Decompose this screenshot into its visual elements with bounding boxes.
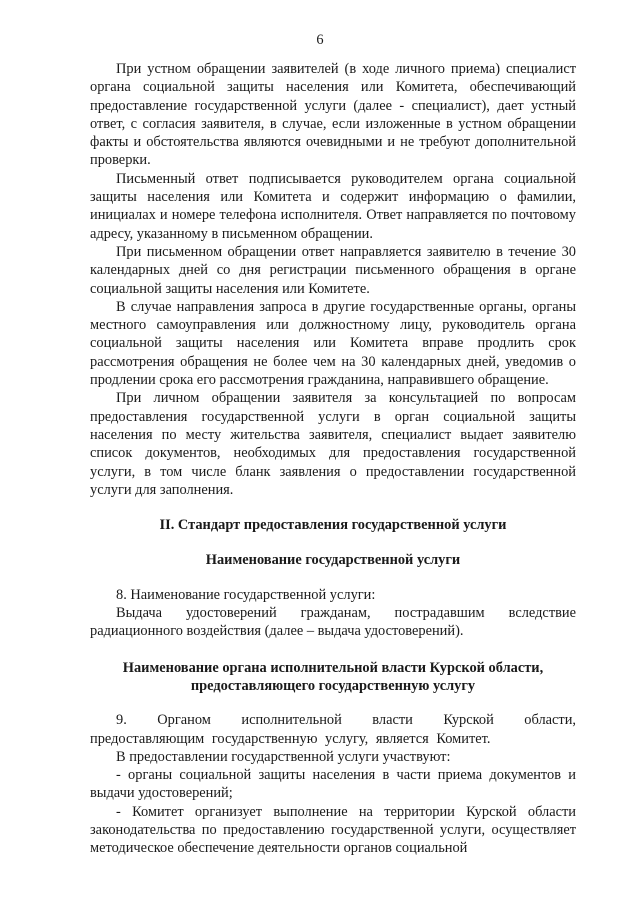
paragraph-participant-committee: - Комитет организует выполнение на территории Курской области законодательства по предоставлению государственной услуги, осуществляет методическое обеспечение деятельности органов социальной [90, 803, 576, 857]
subheading-organ-line-1: Наименование органа исполнительной власти Курской области, [122, 659, 544, 676]
page-number: 6 [316, 32, 324, 48]
paragraph-extension: В случае направления запроса в другие государственные органы, органы местного самоуправления или должностному лицу, руководитель органа социальной защиты населения или Комитета вправе продлить срок рассмотрения обращения не более чем на 30 календарных дней, уведомив о продлении срока его рассмотрения гражданина, направившего обращение. [90, 298, 576, 389]
paragraph-written-appeal-term: При письменном обращении ответ направляется заявителю в течение 30 календарных дней со дня регистрации письменного обращения в органе социальной защиты населения или Комитете. [90, 243, 576, 297]
section-heading-standard: II. Стандарт предоставления государственной услуги [159, 517, 507, 534]
document-body [90, 60, 576, 858]
subheading-organ-line-2: предоставляющего государственную услугу [190, 677, 476, 694]
paragraph-written-response: Письменный ответ подписывается руководителем органа социальной защиты населения или Комитета и содержит информацию о фамилии, инициалах и номере телефона исполнителя. Ответ направляется по почтовому адресу, указанному в письменном обращении. [90, 170, 576, 242]
subheading-service-name: Наименование государственной услуги [205, 552, 461, 569]
paragraph-8-text: Выдача удостоверений гражданам, пострадавшим вследствие радиационного воздействия (далее – выдача удостоверений). [90, 605, 576, 640]
paragraph-participant-organs: - органы социальной защиты населения в части приема документов и выдачи удостоверений; [90, 767, 576, 802]
paragraph-participants: В предоставлении государственной услуги участвуют: [116, 748, 451, 765]
paragraph-oral-appeal: При устном обращении заявителей (в ходе личного приема) специалист органа социальной защиты населения или Комитета, обеспечивающий предоставление государственной услуги (далее - специалист), дает устный ответ, с согласия заявителя, в случае, если изложенные в устном обращении факты и обстоятельства являются очевидными и не требуют дополнительной проверки. [90, 61, 576, 169]
subheading-organ [90, 659, 576, 696]
paragraph-9: 9. Органом исполнительной власти Курской области, предоставляющим государственную услугу, является Комитет. [90, 712, 576, 747]
paragraph-8-title: 8. Наименование государственной услуги: [116, 586, 376, 603]
paragraph-personal-consultation: При личном обращении заявителя за консультацией по вопросам предоставления государственной услуги в орган социальной защиты населения по месту жительства заявителя, специалист выдает заявителю список документов, необходимых для предоставления государственной услуги, в том числе бланк заявления о предоставлении государственной услуги для заполнения. [90, 390, 576, 498]
